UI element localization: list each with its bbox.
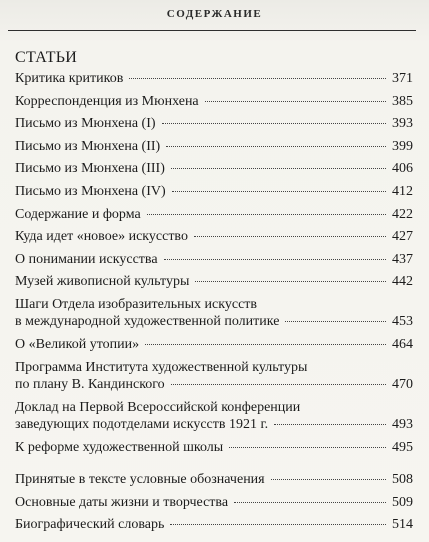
toc-leader-dots [164, 259, 386, 260]
toc-entry-page: 393 [392, 116, 413, 132]
toc-entry-title: Музей живописной культуры [15, 274, 190, 290]
toc-leader-dots [205, 101, 386, 102]
toc-entry-title: Биографический словарь [15, 517, 165, 533]
toc-entry-title-continued: в международной художественной политике [15, 314, 280, 329]
toc-leader-dots [285, 321, 386, 322]
toc-leader-dots [171, 168, 386, 169]
toc-leader-dots [194, 236, 386, 237]
toc-entry-page: 493 [392, 416, 413, 432]
toc-entry[interactable] [15, 359, 413, 393]
toc-entry[interactable] [15, 296, 413, 330]
section-heading: СТАТЬИ [15, 49, 78, 66]
toc-entry[interactable] [15, 115, 413, 132]
toc-entry-title: О понимании искусства [15, 251, 158, 267]
toc-entry-title: К реформе художественной школы [15, 439, 224, 455]
toc-entry-page: 427 [392, 229, 413, 245]
toc-entry-title: Письмо из Мюнхена (IV) [15, 184, 166, 199]
toc-entry[interactable] [15, 399, 413, 433]
toc-entry-page: 453 [392, 314, 413, 329]
toc-entry[interactable] [15, 70, 413, 87]
toc-entry-page: 371 [392, 71, 413, 86]
toc-leader-dots [170, 524, 386, 525]
toc-entry[interactable] [15, 93, 413, 110]
toc-leader-dots [172, 191, 386, 192]
toc-entry-title: Корреспонденция из Мюнхена [15, 93, 199, 109]
toc-leader-dots [166, 146, 386, 147]
toc-entry-title: Основные даты жизни и творчества [15, 494, 229, 510]
toc-entry-page: 406 [392, 161, 413, 177]
toc-entry[interactable] [15, 228, 413, 245]
toc-entry-page: 514 [392, 517, 413, 533]
toc-entry[interactable] [15, 273, 413, 290]
toc-entry-title-continued: заведующих подотделами искусств 1921 г. [15, 416, 269, 432]
toc-entry-title: Куда идет «новое» искусство [15, 229, 188, 245]
toc-entry-page: 442 [392, 274, 413, 290]
toc-entry-title: Программа Института художественной культуры [15, 359, 308, 375]
toc-leader-dots [147, 214, 386, 215]
toc-entry-title: Письмо из Мюнхена (I) [15, 116, 156, 132]
toc-entry[interactable] [15, 183, 413, 200]
toc-entry[interactable] [15, 336, 413, 353]
toc-entry[interactable] [15, 206, 413, 223]
toc-entry-page: 437 [392, 251, 413, 267]
toc-entry-page: 508 [392, 472, 413, 488]
toc-entry-page: 470 [392, 376, 413, 392]
toc-entry-page: 385 [392, 93, 413, 109]
title-divider [8, 30, 416, 31]
toc-entry-page: 495 [392, 439, 413, 455]
toc-entry-title: Содержание и форма [15, 206, 141, 222]
toc-leader-dots [195, 281, 386, 282]
toc-entry-page: 509 [392, 494, 413, 510]
toc-entry-page: 399 [392, 138, 413, 154]
toc-entry[interactable] [15, 516, 413, 533]
toc-leader-dots [145, 344, 386, 345]
toc-entry-title: Письмо из Мюнхена (II) [15, 138, 161, 154]
toc-leader-dots [234, 502, 386, 503]
toc-leader-dots [274, 424, 386, 425]
toc-entry[interactable] [15, 251, 413, 268]
toc-entry[interactable] [15, 138, 413, 155]
toc-entry-title: Принятые в тексте условные обозначения [15, 472, 265, 488]
toc-entry[interactable] [15, 160, 413, 177]
page-title: СОДЕРЖАНИЕ [166, 8, 263, 20]
toc-entry[interactable] [15, 439, 413, 456]
toc-entry[interactable] [15, 471, 413, 488]
toc-leader-dots [129, 78, 386, 79]
toc-leader-dots [171, 384, 386, 385]
toc-leader-dots [162, 123, 386, 124]
toc-leader-dots [271, 479, 386, 480]
toc-entry-title: Доклад на Первой Всероссийской конференции [15, 399, 301, 415]
toc-entry-page: 412 [392, 184, 413, 199]
toc-entry-title: О «Великой утопии» [15, 337, 140, 352]
toc-entry[interactable] [15, 494, 413, 511]
toc-entry-title: Шаги Отдела изобразительных искусств [15, 297, 258, 312]
toc-entry-page: 464 [392, 337, 413, 352]
toc-entry-title: Критика критиков [15, 71, 124, 86]
toc-entry-title: Письмо из Мюнхена (III) [15, 161, 165, 177]
toc-leader-dots [229, 447, 386, 448]
toc-entry-title-continued: по плану В. Кандинского [15, 376, 165, 392]
toc-entry-page: 422 [392, 206, 413, 222]
